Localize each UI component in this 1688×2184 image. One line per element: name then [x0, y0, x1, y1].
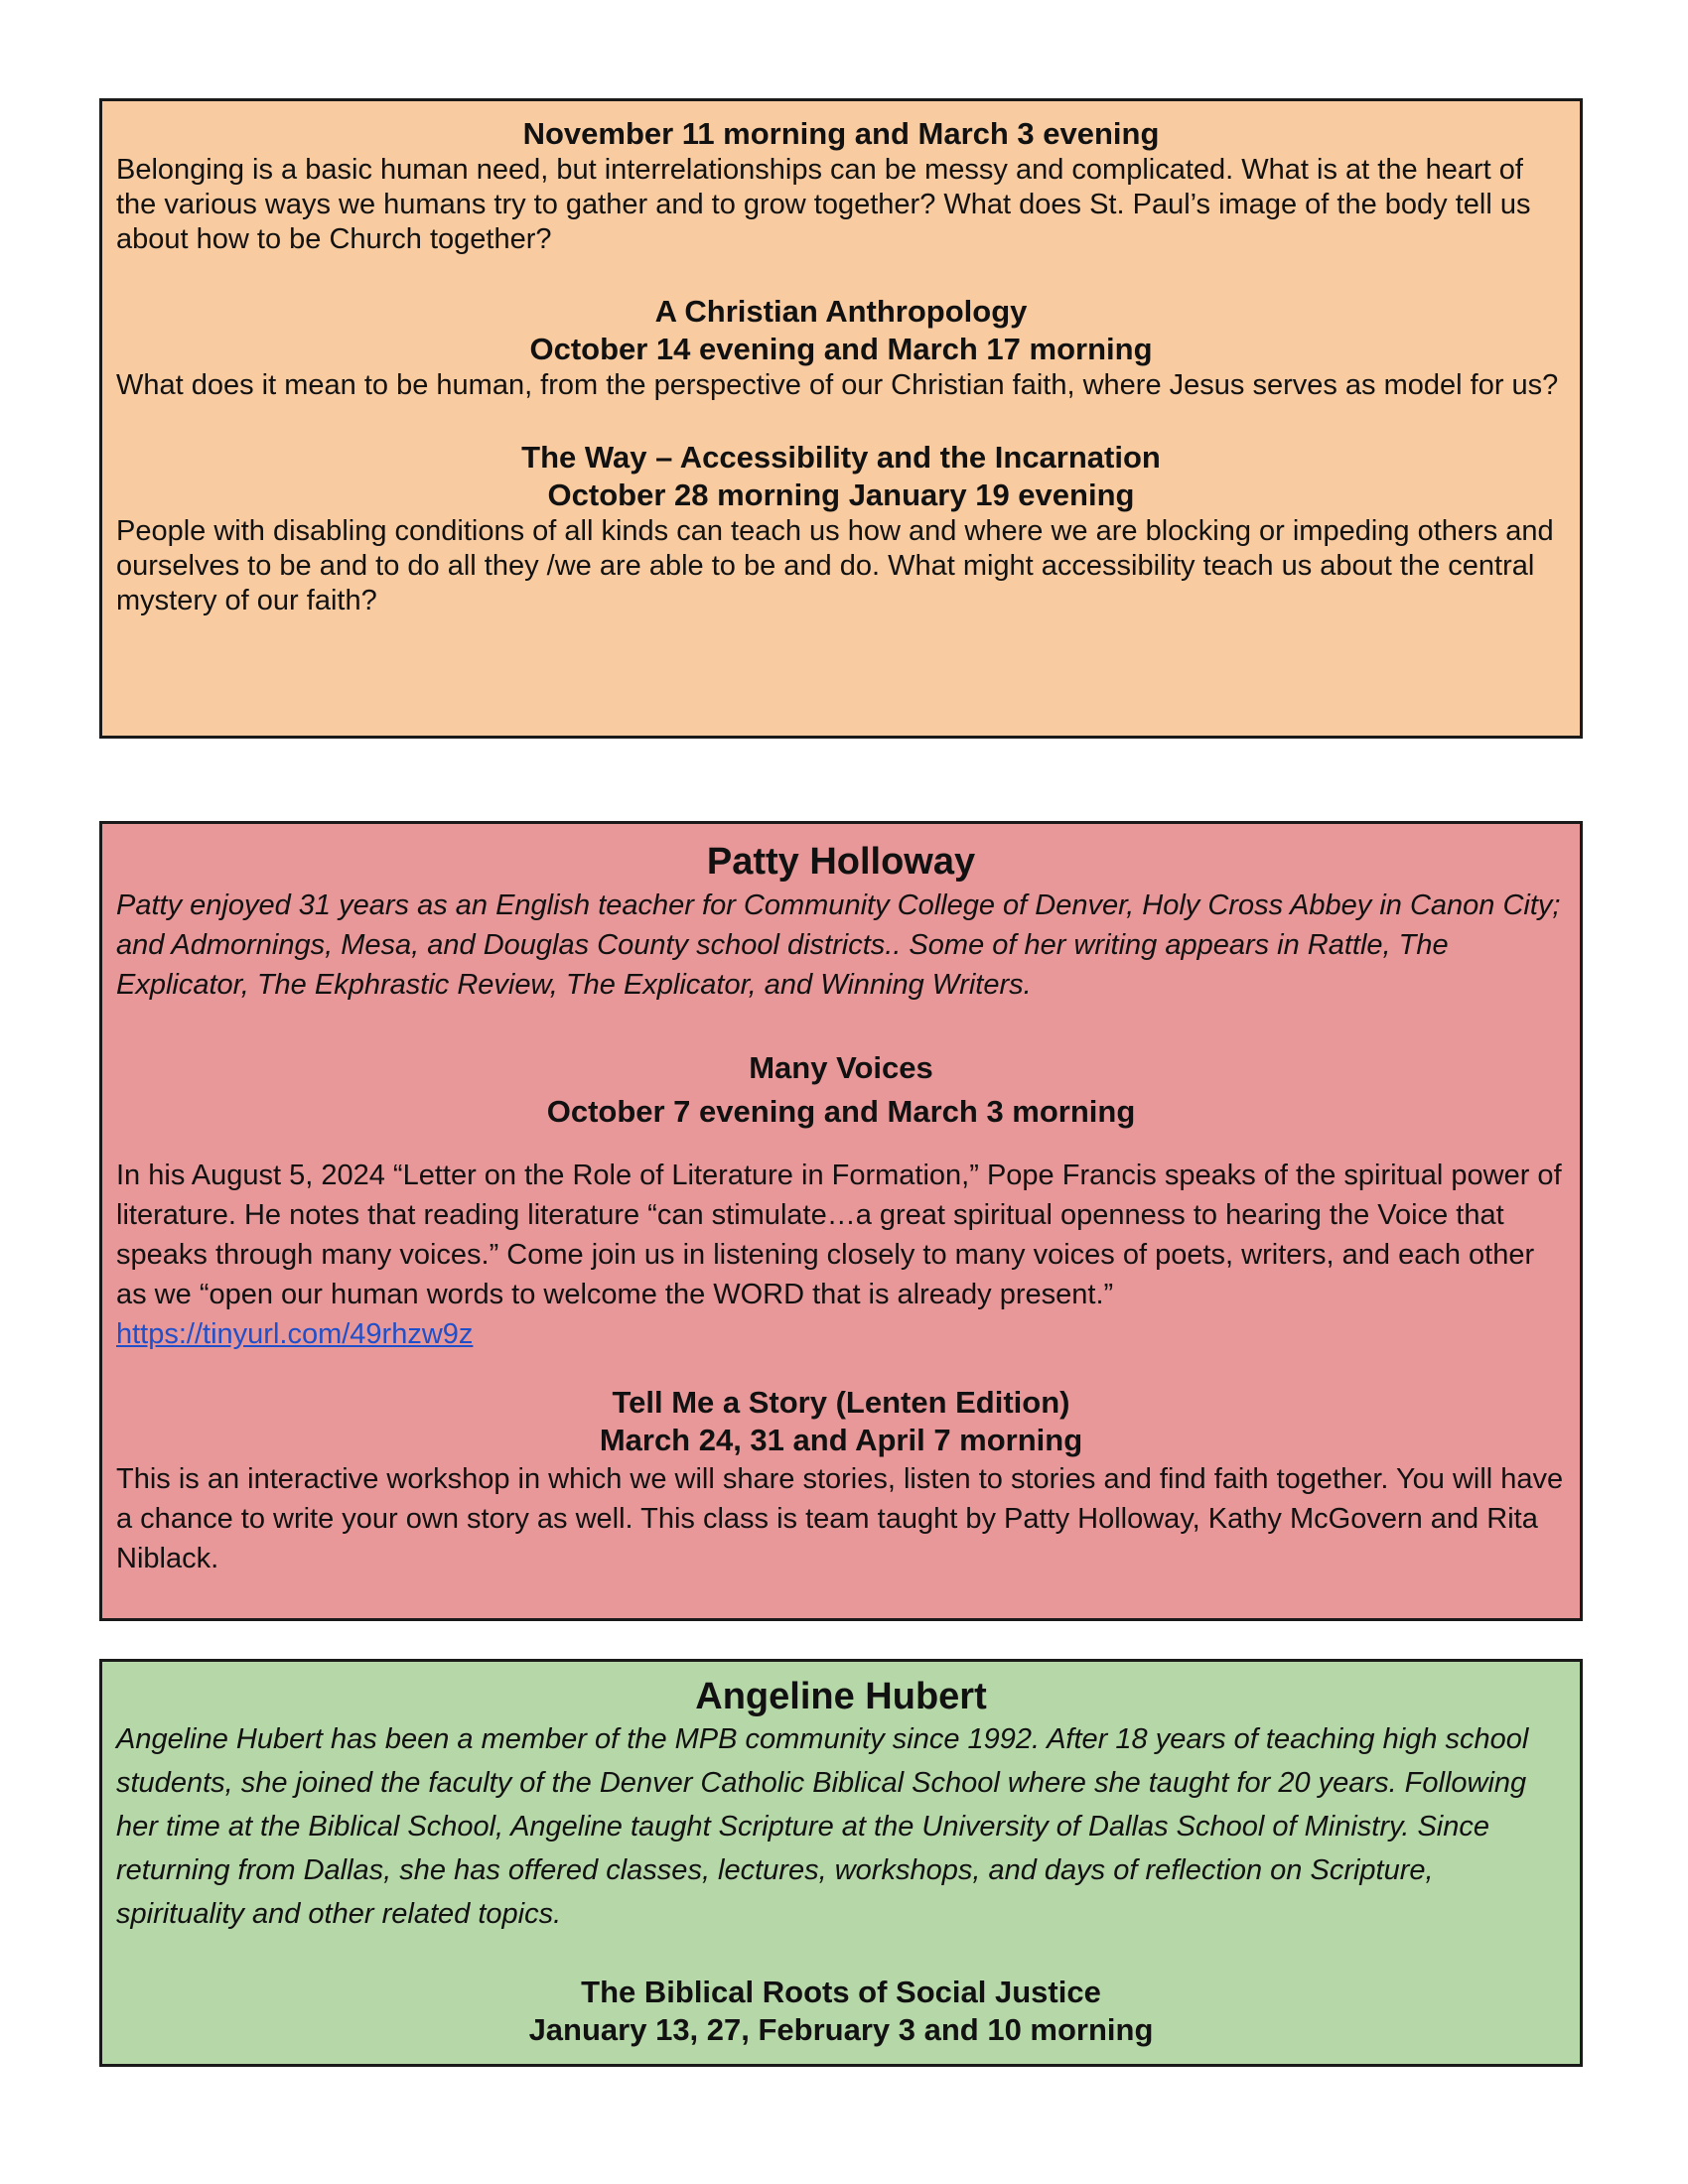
course-dates-heading: November 11 morning and March 3 evening	[522, 116, 1160, 151]
instructor-name: Patty Holloway	[706, 841, 976, 883]
instructor-box-patty-holloway	[99, 821, 1583, 1621]
instructor-box-angeline-hubert	[99, 1659, 1583, 2067]
course-description: This is an interactive workshop in which we will share stories, listen to stories and find faith together. You will have a chance to write your own story as well. This class is team taught by Patty Holloway, Kathy McGovern and Rita Niblack.	[116, 1463, 1564, 1574]
course-description: Belonging is a basic human need, but interrelationships can be messy and complicated. What is at the heart of the various ways we humans try to gather and to grow together? What does St. Paul’s image of the body tell us about how to be Church together?	[116, 154, 1531, 255]
course-dates: January 13, 27, February 3 and 10 morning	[528, 2012, 1154, 2047]
course-title: Tell Me a Story (Lenten Edition)	[612, 1385, 1070, 1420]
course-dates: October 14 evening and March 17 morning	[529, 332, 1153, 366]
course-title: The Biblical Roots of Social Justice	[581, 1975, 1101, 2009]
instructor-name: Angeline Hubert	[695, 1676, 987, 1717]
course-link-line	[116, 1314, 1566, 1354]
instructor-bio: Angeline Hubert has been a member of the MPB community since 1992. After 18 years of teaching high school students, she joined the faculty of the Denver Catholic Biblical School where she taught for 20 years. Following her time at the Biblical School, Angeline taught Scripture at the University of Dallas School of Ministry. Since returning from Dallas, she has offered classes, lectures, workshops, and days of reflection on Scripture, spirituality and other related topics.	[116, 1723, 1529, 1930]
instructor-bio: Patty enjoyed 31 years as an English teacher for Community College of Denver, Holy Cross Abbey in Canon City; and Admornings, Mesa, and Douglas County school districts.. Some of her writing appears in Rattle, The Explicator, The Ekphrastic Review, The Explicator, and Winning Writers.	[116, 889, 1561, 1001]
course-title: The Way – Accessibility and the Incarnation	[521, 440, 1161, 475]
course-dates: March 24, 31 and April 7 morning	[599, 1423, 1083, 1457]
course-description: People with disabling conditions of all kinds can teach us how and where we are blocking or impeding others and ourselves to be and to do all they /we are able to be and do. What might accessibility teach us about the central mystery of our faith?	[116, 515, 1554, 616]
course-box-orange	[99, 98, 1583, 739]
course-title: Many Voices	[749, 1050, 933, 1085]
course-description: In his August 5, 2024 “Letter on the Role of Literature in Formation,” Pope Francis speaks of the spiritual power of literature. He notes that reading literature “can stimulate…a great spiritual openness to hearing the Voice that speaks through many voices.” Come join us in listening closely to many voices of poets, writers, and each other as we “open our human words to welcome the WORD that is already present.”	[116, 1160, 1562, 1310]
course-title: A Christian Anthropology	[654, 294, 1028, 329]
course-description: What does it mean to be human, from the perspective of our Christian faith, where Jesus serves as model for us?	[116, 369, 1559, 401]
course-dates: October 28 morning January 19 evening	[547, 478, 1135, 512]
tinyurl-link[interactable]: https://tinyurl.com/49rhzw9z	[116, 1318, 474, 1350]
course-dates: October 7 evening and March 3 morning	[546, 1094, 1136, 1129]
